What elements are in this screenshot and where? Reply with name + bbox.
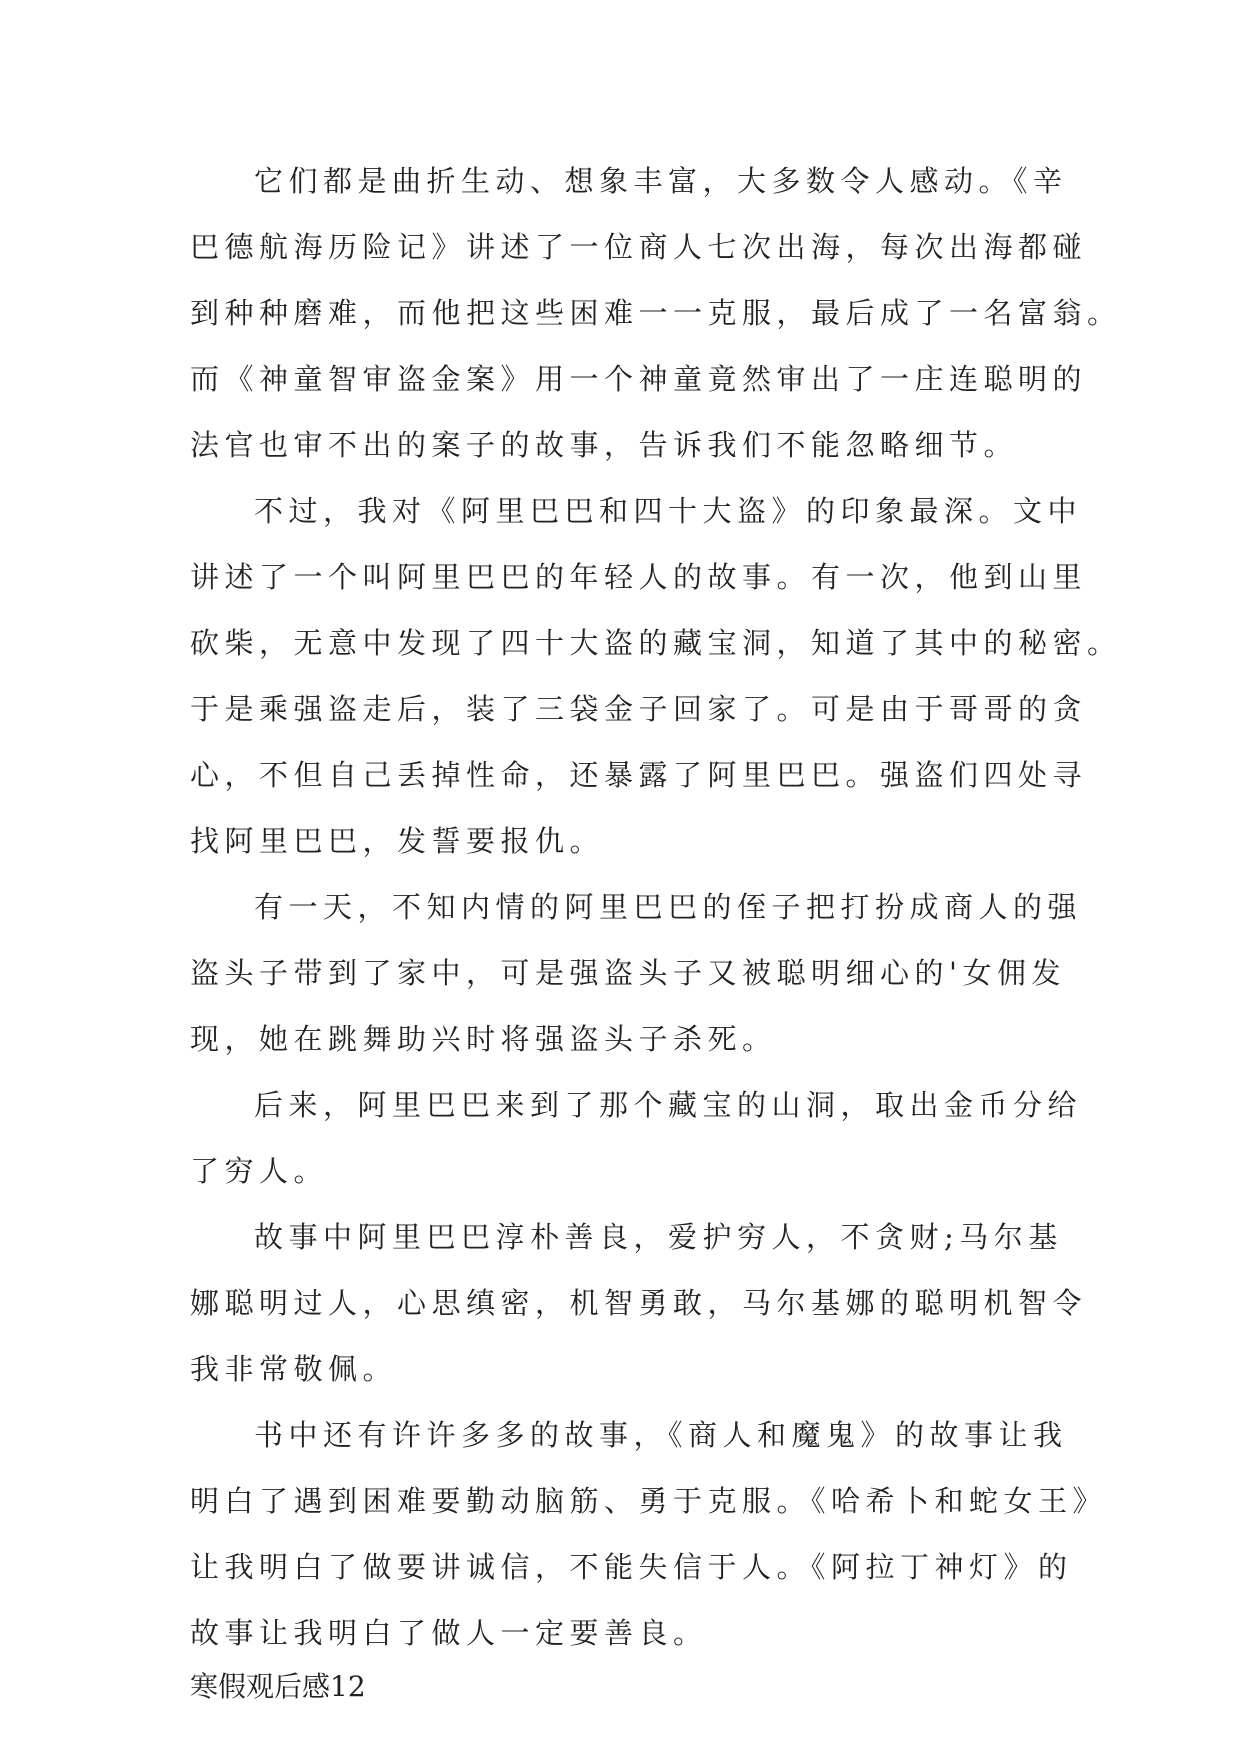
- document-body: [190, 148, 1122, 1714]
- paragraph-4: [190, 1072, 1083, 1204]
- paragraph-line: 有一天，不知内情的阿里巴巴的侄子把打扮成商人的强: [254, 890, 1083, 924]
- paragraph-line: 了穷人。: [190, 1154, 329, 1188]
- paragraph-2: [190, 478, 1122, 874]
- paragraph-line: 它们都是曲折生动、想象丰富，大多数令人感动。《辛: [254, 164, 1068, 198]
- paragraph-line: 到种种磨难，而他把这些困难一一克服，最后成了一名富翁。: [190, 296, 1122, 330]
- paragraph-6: [190, 1402, 1108, 1666]
- paragraph-line: 找阿里巴巴，发誓要报仇。: [190, 824, 605, 858]
- paragraph-line: 我非常敬佩。: [190, 1352, 398, 1386]
- paragraph-line: 砍柴，无意中发现了四十大盗的藏宝洞，知道了其中的秘密。: [190, 626, 1122, 660]
- paragraph-line: 而《神童智审盗金案》用一个神童竟然审出了一庄连聪明的: [190, 362, 1088, 396]
- paragraph-line: 书中还有许许多多的故事，《商人和魔鬼》的故事让我: [254, 1418, 1068, 1452]
- section-heading: 寒假观后感12: [190, 1670, 366, 1703]
- paragraph-line: 于是乘强盗走后，装了三袋金子回家了。可是由于哥哥的贪: [190, 692, 1088, 726]
- paragraph-line: 盗头子带到了家中，可是强盗头子又被聪明细心的'女佣发: [190, 956, 1066, 990]
- paragraph-1: [190, 148, 1122, 478]
- paragraph-line: 让我明白了做要讲诚信，不能失信于人。《阿拉丁神灯》的: [190, 1550, 1073, 1584]
- paragraph-line: 心，不但自己丢掉性命，还暴露了阿里巴巴。强盗们四处寻: [190, 758, 1088, 792]
- paragraph-3: [190, 874, 1083, 1072]
- paragraph-line: 明白了遇到困难要勤动脑筋、勇于克服。《哈希卜和蛇女王》: [190, 1484, 1108, 1518]
- paragraph-line: 故事让我明白了做人一定要善良。: [190, 1616, 708, 1650]
- paragraph-line: 讲述了一个叫阿里巴巴的年轻人的故事。有一次，他到山里: [190, 560, 1088, 594]
- paragraph-line: 不过，我对《阿里巴巴和四十大盗》的印象最深。文中: [254, 494, 1083, 528]
- paragraph-line: 后来，阿里巴巴来到了那个藏宝的山洞，取出金币分给: [254, 1088, 1083, 1122]
- paragraph-5: [190, 1204, 1088, 1402]
- paragraph-line: 巴德航海历险记》讲述了一位商人七次出海，每次出海都碰: [190, 230, 1088, 264]
- paragraph-line: 娜聪明过人，心思缜密，机智勇敢，马尔基娜的聪明机智令: [190, 1286, 1088, 1320]
- paragraph-line: 故事中阿里巴巴淳朴善良，爱护穷人，不贪财;马尔基: [254, 1220, 1063, 1254]
- paragraph-line: 法官也审不出的案子的故事，告诉我们不能忽略细节。: [190, 428, 1019, 462]
- paragraph-line: 现，她在跳舞助兴时将强盗头子杀死。: [190, 1022, 777, 1056]
